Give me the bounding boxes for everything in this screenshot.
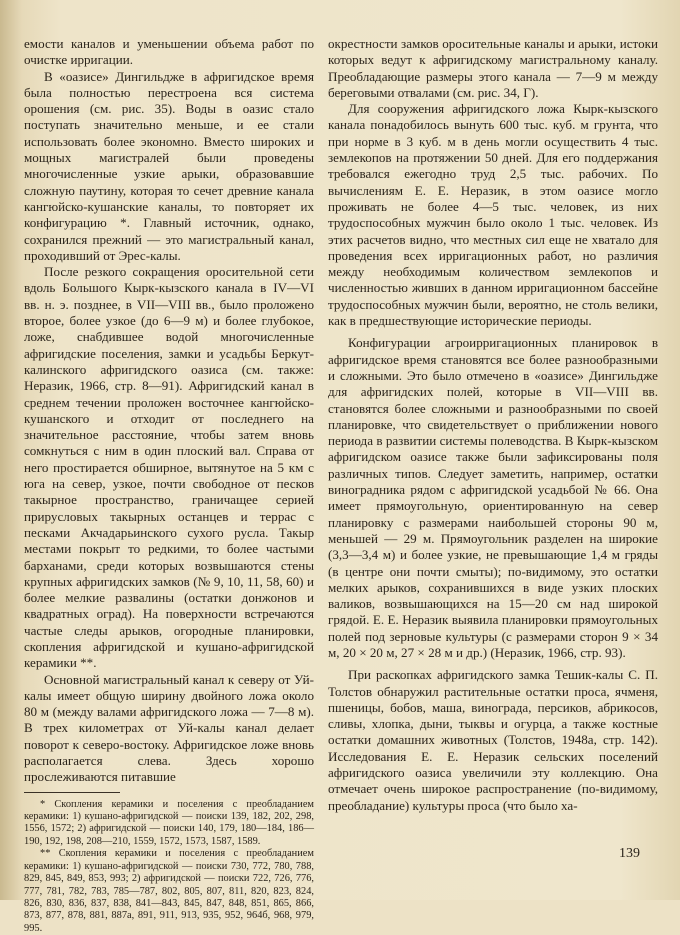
right-column [328, 36, 658, 814]
left-paragraph-3: После резкого сокращения оросительной сети вдоль Большого Кырк-кызского канала в IV—VI вв. н. э. позднее, в VII—VIII вв., было проложено второе, более узкое (до 6—9 м) и более глубокое, ложе, снабдившее водой многочисленные афригидские поселения, замки и усадьбы Беркут-калинского афригидского оазиса (см. также: Неразик, 1966, стр. 8—91). Афригидский канал в среднем течении проложен восточнее кангюйско-кушанского и отходит от последнего на значительное расстояние, чтобы затем вновь сомкнуться с ним в один плоский вал. Справа от него простирается обширное, вытянутое на 5 км с юга на север, узкое, почти свободное от песков такырное пространство, граничащее серией прирусловых такырных останцев и террас с песками Акчадарьинского сухого русла. Такыр местами покрыт то редкими, то более частыми барханами, среди которых возвышаются стены крупных афригидских замков (№ 9, 10, 11, 58, 60) и более мелкие развалины (остатки донжонов и квадратных оград). На поверхности встречаются частые следы арыков, огородные планировки, скопления афригидской и кушано-афригидской керамики **. [24, 264, 314, 671]
page-number: 139 [619, 846, 640, 861]
footnotes [24, 799, 314, 935]
footnote-1: * Скопления керамики и поселения с преобладанием керамики: 1) кушано-афригидской — поиски 139, 182, 202, 298, 1556, 1572; 2) афригидской — поиски 140, 179, 180—184, 186—190, 192, 198, 208—210, 1559, 1572, 1573, 1587, 1589. [24, 798, 314, 847]
left-column [24, 36, 314, 935]
footnote-2: ** Скопления керамики и поселения с преобладанием керамики: 1) кушано-афригидской — поиски 730, 772, 780, 788, 829, 845, 849, 853, 993; 2) афригидской — поиски 722, 726, 776, 777, 781, 782, 783, 785—787, 802, 805, 807, 811, 820, 823, 824, 826, 830, 836, 837, 838, 841—843, 845, 847, 848, 851, 865, 866, 873, 877, 878, 881, 887а, 891, 911, 913, 935, 952, 964б, 968, 979, 995. [24, 848, 314, 934]
left-paragraph-2: В «оазисе» Дингильдже в афригидское время была полностью перестроена вся система орошения (см. рис. 35). Воды в оазис стало поступать значительно меньше, и ее стали использовать более экономно. Вместо широких и мощных магистралей были проведены многочисленные узкие арыки, образовавшие сложную паутину, которая то сечет древние канала кангюйско-кушанские каналы, то повторяет их конфигурацию *. Главный источник, однако, сохранился прежний — это магистральный канал, проходивший от Эрес-калы. [24, 68, 314, 263]
left-paragraph-1: емости каналов и уменьшении объема работ по очистке ирригации. [24, 36, 314, 68]
right-paragraph-2: Для сооружения афригидского ложа Кырк-кызского канала понадобилось вынуть 600 тыс. куб. м грунта, что при норме в 3 куб. м в день могли осуществить 4 тыс. землекопов на протяжении 50 дней. Для его поддержания требовался ежегодно труд 2,5 тыс. рабочих. По вычислениям Е. Е. Неразик, в этом оазисе могло проживать не более 4—5 тыс. человек, из них трудоспособных мужчин было около 1 тыс. человек. Из этих расчетов видно, что местных сил еще не хватало для проведения всех ирригационных работ, но различия между необходимым количеством землекопов и численностью живших в данном ирригационном бассейне трудоспособных мужчин были, вероятно, не столь велики, как в предшествующие исторические периоды. [328, 101, 658, 329]
right-paragraph-3: Конфигурации агроирригационных планировок в афригидское время становятся все более разнообразными и сложными. Это было отмечено в «оазисе» Дингильдже для афригидских полей, которые в VII—VIII вв. становятся более сложными и разнообразными по своей планировке, что свидетельствует о приближении нового периода в развитии системы полеводства. В Кырк-кызском афригидском оазисе также были зафиксированы поля различных типов. Следует заметить, например, остатки виноградника рядом с афригидской усадьбой № 66. Она имеет прямоугольную, ориентированную на север планировку с размерами наибольшей стороны 90 м, меньшей — 29 м. Прямоугольник разделен на широкие (3,3—3,4 м) и более узкие, не превышающие 1,4 м гряды (в центре они почти смыты); по-видимому, это остатки мелких арыков, сохранившихся в виде узких плоских валиков, возвышающихся на 15—20 см над широкой грядой. Е. Е. Неразик выявила планировки прямоугольных полей под зерновые культуры (с размерами сторон 9 × 34 м, 20 × 20 м, 27 × 28 м и др.) (Неразик, 1966, стр. 93). [328, 335, 658, 660]
footnote-divider [24, 792, 120, 793]
left-paragraph-4: Основной магистральный канал к северу от Уй-калы имеет общую ширину двойного ложа около 80 м (между валами афригидского ложа — 7—8 м). В трех километрах от Уй-калы канал делает поворот к северо-востоку. Афригидское ложе вновь располагается слева. Здесь хорошо прослеживаются питавшие [24, 671, 314, 785]
right-paragraph-1: окрестности замков оросительные каналы и арыки, истоки которых ведут к афригидскому магистральному каналу. Преобладающие размеры этого канала — 7—9 м между береговыми отвалами (см. рис. 34, Г). [328, 36, 658, 100]
right-paragraph-4: При раскопках афригидского замка Тешик-калы С. П. Толстов обнаружил растительные остатки проса, ячменя, пшеницы, бобов, маша, винограда, персиков, абрикосов, сливы, хлопка, дыни, тыквы и огурца, а также костные остатки домашних животных (Толстов, 1948а, стр. 142). Исследования Е. Е. Неразик сельских поселений афригидского оазиса увеличили эту коллекцию. Она отмечает очень широкое распространение (по-видимому, преобладание) культуры проса (что было ха- [328, 667, 658, 813]
